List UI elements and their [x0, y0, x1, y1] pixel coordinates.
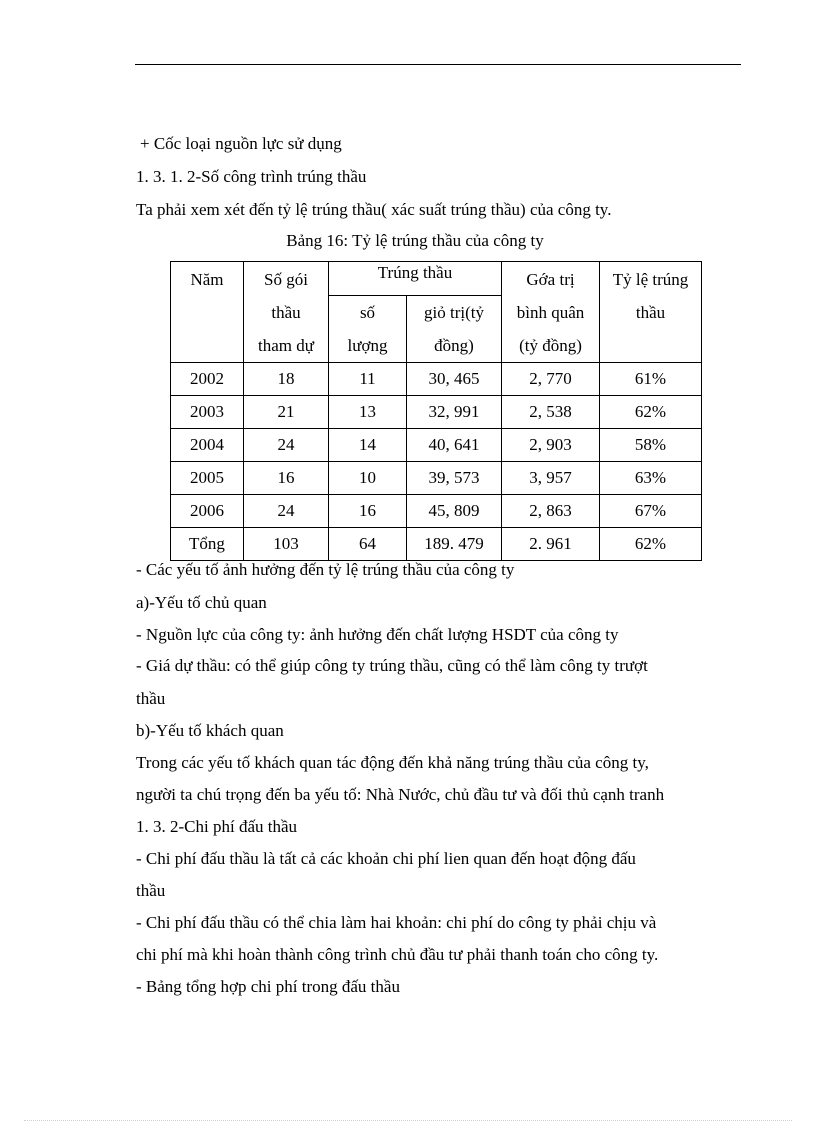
table-cell: 58% [600, 429, 702, 462]
table-cell: 40, 641 [407, 429, 502, 462]
table-cell: 2004 [171, 429, 244, 462]
text-factors-heading: - Các yếu tố ảnh hưởng đến tỷ lệ trúng thầu của công ty [136, 560, 515, 579]
table-cell: 2, 863 [502, 495, 600, 528]
header-won: Trúng thầu [329, 262, 502, 296]
header-year: Năm [171, 262, 244, 363]
text-objective-paragraph-1: Trong các yếu tố khách quan tác động đến khả năng trúng thầu của công ty, [136, 753, 649, 772]
table-cell: 2006 [171, 495, 244, 528]
table-cell: 3, 957 [502, 462, 600, 495]
table-cell: 45, 809 [407, 495, 502, 528]
table-cell: 2003 [171, 396, 244, 429]
table-cell: 24 [244, 495, 329, 528]
page-bottom-rule [24, 1120, 792, 1121]
table-cell: 63% [600, 462, 702, 495]
table-row [171, 528, 702, 561]
table-cell: 39, 573 [407, 462, 502, 495]
table-row [171, 429, 702, 462]
table-row [171, 462, 702, 495]
table-cell: 13 [329, 396, 407, 429]
text-resources-used: + Cốc loại nguồn lực sử dụng [140, 134, 342, 153]
table-cell: 18 [244, 363, 329, 396]
table-cell: 2005 [171, 462, 244, 495]
table-cell: 21 [244, 396, 329, 429]
table-cell: 11 [329, 363, 407, 396]
table-row [171, 495, 702, 528]
table-cell: 16 [329, 495, 407, 528]
text-bid-price: - Giá dự thầu: có thể giúp công ty trúng thầu, cũng có thể làm công ty trượt [136, 656, 648, 675]
table-cell: 64 [329, 528, 407, 561]
header-avg-value: Gớa trị bình quân (tỷ đồng) [502, 262, 600, 363]
table-cell: 24 [244, 429, 329, 462]
table-cell: 16 [244, 462, 329, 495]
table-cell: Tổng [171, 528, 244, 561]
table-cell: 30, 465 [407, 363, 502, 396]
table-cell: 61% [600, 363, 702, 396]
table-cell: 189. 479 [407, 528, 502, 561]
header-rule [135, 64, 741, 65]
text-objective-factors: b)-Yếu tố khách quan [136, 721, 284, 740]
win-rate-table [170, 261, 702, 561]
table-caption: Bảng 16: Tỷ lệ trúng thầu của công ty [286, 231, 544, 250]
text-resources-impact: - Nguồn lực của công ty: ảnh hưởng đến chất lượng HSDT của công ty [136, 625, 619, 644]
text-cost-split: - Chi phí đấu thầu có thể chia làm hai khoản: chi phí do công ty phải chịu và [136, 913, 657, 932]
table-cell: 2. 961 [502, 528, 600, 561]
table-cell: 2002 [171, 363, 244, 396]
table-cell: 32, 991 [407, 396, 502, 429]
header-packages: Số gói thầu tham dự [244, 262, 329, 363]
text-consider-win-rate: Ta phải xem xét đến tỷ lệ trúng thầu( xác suất trúng thầu) của công ty. [136, 200, 612, 219]
text-cost-definition-cont: thầu [136, 881, 166, 900]
header-quantity: số lượng [329, 296, 407, 363]
table-cell: 2, 770 [502, 363, 600, 396]
header-win-rate: Tỷ lệ trúng thầu [600, 262, 702, 363]
table-cell: 2, 538 [502, 396, 600, 429]
section-heading-winning-projects: 1. 3. 1. 2-Số công trình trúng thầu [136, 167, 367, 186]
header-value: giỏ trị(tỷ đồng) [407, 296, 502, 363]
text-cost-definition: - Chi phí đấu thầu là tất cả các khoản chi phí lien quan đến hoạt động đấu [136, 849, 636, 868]
text-cost-summary: - Bảng tổng hợp chi phí trong đấu thầu [136, 977, 400, 996]
table-cell: 10 [329, 462, 407, 495]
text-bid-price-cont: thầu [136, 689, 166, 708]
table-row [171, 396, 702, 429]
section-heading-bidding-cost: 1. 3. 2-Chi phí đấu thầu [136, 817, 298, 836]
text-objective-paragraph-2: người ta chú trọng đến ba yếu tố: Nhà Nước, chủ đầu tư và đối thủ cạnh tranh [136, 785, 665, 804]
table-cell: 62% [600, 528, 702, 561]
table-cell: 62% [600, 396, 702, 429]
table-cell: 14 [329, 429, 407, 462]
table-cell: 67% [600, 495, 702, 528]
text-cost-split-cont: chi phí mà khi hoàn thành công trình chủ đầu tư phải thanh toán cho công ty. [136, 945, 659, 964]
table-cell: 2, 903 [502, 429, 600, 462]
text-subjective-factors: a)-Yếu tố chủ quan [136, 593, 267, 612]
table-row [171, 363, 702, 396]
table-cell: 103 [244, 528, 329, 561]
